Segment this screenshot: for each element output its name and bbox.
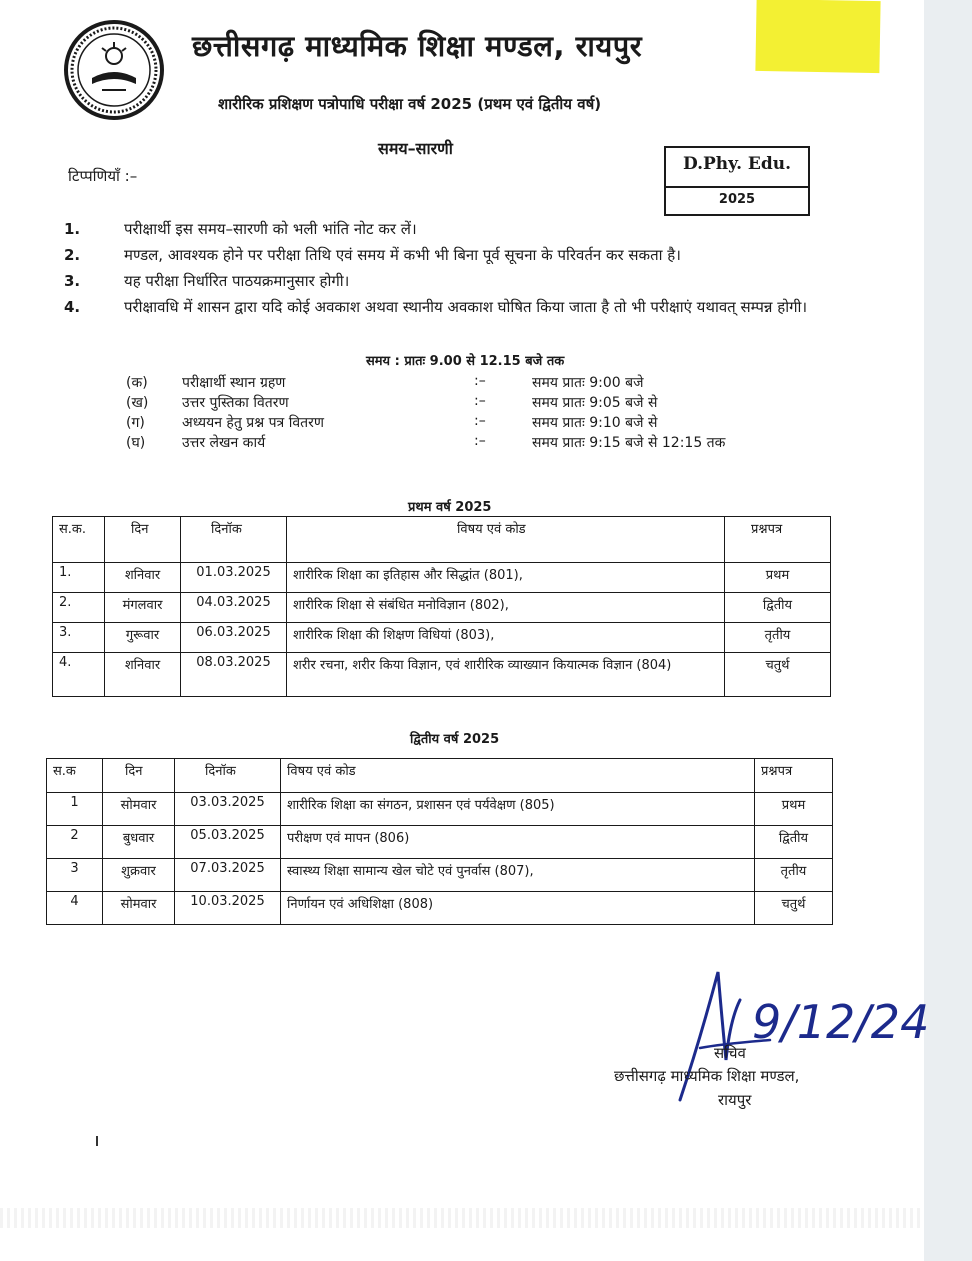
day-cell: गुरूवार [105, 623, 181, 653]
table-row [47, 826, 833, 859]
note-number: 3. [64, 272, 81, 290]
serial-cell: 3 [47, 859, 103, 892]
serial-cell: 2. [53, 593, 105, 623]
paper-cell: चतुर्थ [755, 892, 833, 925]
step-time: समय प्रातः 9:00 बजे [532, 375, 644, 391]
second-year-title: द्वितीय वर्ष 2025 [410, 732, 500, 747]
signatory-city: रायपुर [718, 1091, 752, 1109]
date-cell: 05.03.2025 [175, 826, 281, 859]
table-row [53, 563, 831, 593]
subject-cell: स्वास्थ्य शिक्षा सामान्य खेल चोटे एवं पुनर्वास (807), [281, 859, 755, 892]
column-header: दिनॉक [181, 517, 287, 563]
step-label: उत्तर लेखन कार्य [182, 435, 266, 451]
step-time: समय प्रातः 9:10 बजे से [532, 415, 658, 431]
paper-cell: तृतीय [725, 623, 831, 653]
handwritten-signature [660, 960, 930, 1110]
day-cell: सोमवार [103, 892, 175, 925]
date-cell: 06.03.2025 [181, 623, 287, 653]
background-strip [924, 0, 972, 1261]
date-cell: 01.03.2025 [181, 563, 287, 593]
step-label: परीक्षार्थी स्थान ग्रहण [182, 375, 286, 391]
paper-cell: तृतीय [755, 859, 833, 892]
column-header: स.क. [53, 517, 105, 563]
day-cell: शनिवार [105, 653, 181, 697]
date-cell: 03.03.2025 [175, 793, 281, 826]
paper-cell: प्रथम [725, 563, 831, 593]
course-code: D.Phy. Edu. [682, 154, 792, 174]
scan-artifact [0, 1208, 924, 1228]
table-row [53, 593, 831, 623]
column-header: स.क [47, 759, 103, 793]
table-row [53, 653, 831, 697]
code-box-divider [666, 186, 808, 188]
date-cell: 04.03.2025 [181, 593, 287, 623]
note-text: परीक्षार्थी इस समय–सारणी को भली भांति नोट कर लें। [124, 220, 417, 238]
timing-step [104, 393, 784, 413]
timing-step [104, 433, 784, 453]
step-separator: :– [474, 373, 486, 389]
subject-cell: शारीरिक शिक्षा का इतिहास और सिद्धांत (801), [287, 563, 725, 593]
note-number: 1. [64, 220, 81, 238]
table-header-row [47, 759, 833, 793]
date-cell: 07.03.2025 [175, 859, 281, 892]
column-header: प्रश्नपत्र [755, 759, 833, 793]
step-label: अध्ययन हेतु प्रश्न पत्र वितरण [182, 415, 324, 431]
first-year-title: प्रथम वर्ष 2025 [408, 500, 492, 515]
notes-label: टिप्पणियाँ :– [68, 167, 138, 185]
course-year: 2025 [718, 192, 756, 207]
date-cell: 10.03.2025 [175, 892, 281, 925]
step-time: समय प्रातः 9:05 बजे से [532, 395, 658, 411]
exam-title: शारीरिक प्रशिक्षण पत्रोपाधि परीक्षा वर्ष 2025 (प्रथम एवं द्वितीय वर्ष) [218, 95, 602, 113]
signatory-org: छत्तीसगढ़ माध्यमिक शिक्षा मण्डल, [614, 1067, 800, 1085]
subject-cell: शरीर रचना, शरीर किया विज्ञान, एवं शारीरिक व्याख्यान कियात्मक विज्ञान (804) [287, 653, 725, 697]
column-header: विषय एवं कोड [287, 517, 725, 563]
paper-cell: प्रथम [755, 793, 833, 826]
signature-date: 9/12/24 [752, 995, 930, 1049]
serial-cell: 3. [53, 623, 105, 653]
table-row [47, 793, 833, 826]
note-number: 4. [64, 298, 81, 316]
timing-heading: समय : प्रातः 9.00 से 12.15 बजे तक [366, 354, 565, 369]
day-cell: बुधवार [103, 826, 175, 859]
day-cell: शुक्रवार [103, 859, 175, 892]
sticky-note [755, 0, 880, 73]
step-label: उत्तर पुस्तिका वितरण [182, 395, 289, 411]
day-cell: सोमवार [103, 793, 175, 826]
day-cell: मंगलवार [105, 593, 181, 623]
step-key: (घ) [126, 435, 146, 451]
step-time: समय प्रातः 9:15 बजे से 12:15 तक [532, 435, 726, 451]
board-seal-icon [62, 18, 166, 122]
first-year-table [52, 516, 831, 697]
subject-cell: परीक्षण एवं मापन (806) [281, 826, 755, 859]
subject-cell: शारीरिक शिक्षा का संगठन, प्रशासन एवं पर्यवेक्षण (805) [281, 793, 755, 826]
column-header: दिन [103, 759, 175, 793]
paper-cell: द्वितीय [725, 593, 831, 623]
exam-timing-steps [104, 373, 784, 453]
serial-cell: 1 [47, 793, 103, 826]
date-cell: 08.03.2025 [181, 653, 287, 697]
step-key: (ग) [126, 415, 145, 431]
step-separator: :– [474, 433, 486, 449]
timing-step [104, 373, 784, 393]
table-row [47, 859, 833, 892]
step-key: (क) [126, 375, 148, 391]
timing-step [104, 413, 784, 433]
paper-cell: चतुर्थ [725, 653, 831, 697]
second-year-table [46, 758, 833, 925]
serial-cell: 4. [53, 653, 105, 697]
course-code-box [664, 146, 810, 216]
subject-cell: निर्णायन एवं अधिशिक्षा (808) [281, 892, 755, 925]
serial-cell: 1. [53, 563, 105, 593]
secretary-designation: सचिव [714, 1044, 746, 1062]
table-row [53, 623, 831, 653]
column-header: प्रश्नपत्र [725, 517, 831, 563]
step-separator: :– [474, 393, 486, 409]
note-text: यह परीक्षा निर्धारित पाठयक्रमानुसार होगी। [124, 272, 350, 290]
serial-cell: 2 [47, 826, 103, 859]
table-row [47, 892, 833, 925]
step-separator: :– [474, 413, 486, 429]
column-header: विषय एवं कोड [281, 759, 755, 793]
table-header-row [53, 517, 831, 563]
paper-cell: द्वितीय [755, 826, 833, 859]
serial-cell: 4 [47, 892, 103, 925]
note-number: 2. [64, 246, 81, 264]
column-header: दिन [105, 517, 181, 563]
step-key: (ख) [126, 395, 149, 411]
column-header: दिनॉक [175, 759, 281, 793]
subject-cell: शारीरिक शिक्षा की शिक्षण विधियां (803), [287, 623, 725, 653]
timetable-title: समय–सारणी [378, 139, 453, 158]
board-name: छत्तीसगढ़ माध्यमिक शिक्षा मण्डल, रायपुर [192, 29, 643, 63]
subject-cell: शारीरिक शिक्षा से संबंधित मनोविज्ञान (802), [287, 593, 725, 623]
day-cell: शनिवार [105, 563, 181, 593]
note-text: मण्डल, आवश्यक होने पर परीक्षा तिथि एवं समय में कभी भी बिना पूर्व सूचना के परिवर्तन कर सकता है। [124, 246, 681, 264]
note-text: परीक्षावधि में शासन द्वारा यदि कोई अवकाश अथवा स्थानीय अवकाश घोषित किया जाता है तो भी परीक्षाएं यथावत् सम्पन्न होगी। [124, 298, 808, 316]
stray-mark [96, 1136, 98, 1146]
